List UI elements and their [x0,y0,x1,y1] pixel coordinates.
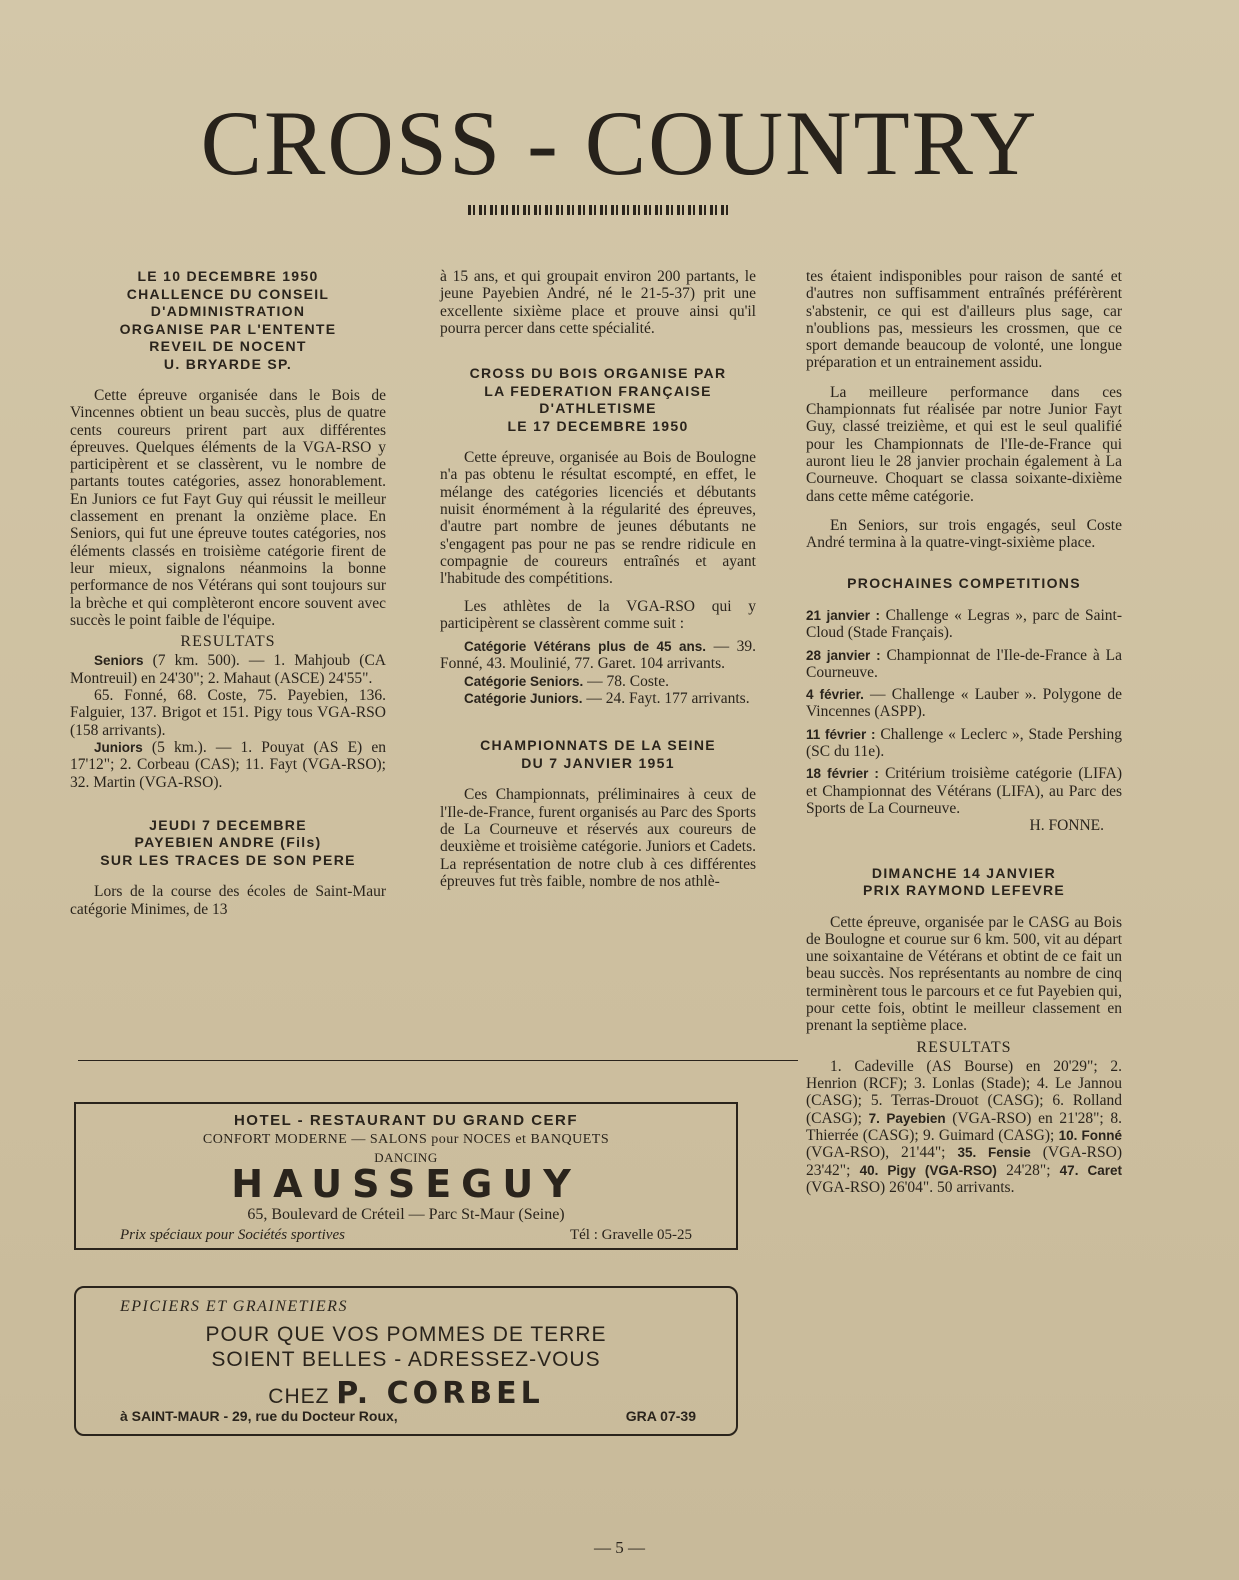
label-juniors: Juniors [94,739,143,755]
text-juniors: — 24. Fayt. 177 arrivants. [582,690,750,708]
ad-corbel-heading: EPICIERS ET GRAINETIERS [120,1298,348,1315]
date-4-fevrier: 4 février. [806,687,864,703]
results-heading: RESULTATS [180,633,276,651]
label-juniors: Catégorie Juniors. [464,691,583,707]
ad-hotel-dancing: DANCING [374,1150,438,1165]
label-seniors: Seniors [94,653,144,669]
decorative-rule [468,205,730,215]
results-heading: RESULTATS [916,1038,1012,1056]
heading-cross-du-bois: CROSS DU BOIS ORGANISE PAR LA FEDERATION FRANÇAISE D'ATHLETISME LE 17 DECEMBRE 1950 [469,365,727,434]
paragraph: Cette épreuve, organisée par le CASG au Bois de Boulogne et courue sur 6 km. 500, vit au départ une soixantaine de Vétérans et obtint de ce fait un beau succès. Nos représentants au nombre de cinq terminèrent tous le parcours et ce fut Payebien qui, pour cette fois, obtint le meilleur classement en prenant la septième place. [806,913,1122,1035]
page-number: — 5 — [594,1538,645,1557]
ad-hotel-name: HAUSSEGUY [231,1162,581,1206]
text-veterans: — 39. Fonné, 43. Moulinié, 77. Garet. 104 arrivants. [440,638,757,673]
heading-prix-lefevre: DIMANCHE 14 JANVIER PRIX RAYMOND LEFEVRE [862,864,1066,899]
date-28-janvier: 28 janvier : [806,647,881,663]
ad-corbel-name: P. CORBEL [336,1376,544,1411]
paragraph: Cette épreuve organisée dans le Bois de Vincennes obtient un beau succès, plus de quatre cents coureurs prirent part aux différentes épreuves. Quelques éléments de la VGA-RSO y participèrent et se classèrent, vu le nombre de partants toutes catégories, assez honorablement. En Juniors ce fut Fayt Guy qui réussit le meilleur classement en prenant la onzième place. En Seniors, qui fut une épreuve toutes catégories, nos éléments classés en troisième catégorie firent de leur mieux, signalons néanmoins la bonne performance de nos Vétérans qui sont toujours sur la brèche et qui complèteront encore souvent avec succès le point faible de l'équipe. [70,387,386,629]
paragraph: Ces Championnats, préliminaires à ceux de l'Ile-de-France, furent organisés au Parc des Sports de La Courneuve et réservés aux coureurs de deuxième et troisième catégorie. Juniors et Cadets. La représentation de notre club à ces différentes épreuves fut très faible, nombre de nos athlè- [440,786,756,890]
text-seniors-2: 65. Fonné, 68. Coste, 75. Payebien, 136. Falguier, 137. Brigot et 151. Pigy tous VGA-RSO (158 arrivants). [70,687,386,739]
advertisement-hotel [74,1102,738,1250]
event-lauber: — Challenge « Lauber ». Polygone de Vincennes (ASPP). [806,686,1122,721]
date-11-fevrier: 11 février : [806,726,876,742]
ad-hotel-tagline: CONFORT MODERNE — SALONS pour NOCES et BANQUETS [202,1132,610,1147]
ad-corbel-chez: CHEZ [268,1385,337,1408]
column-1 [70,268,386,918]
paragraph: La meilleure performance dans ces Championnats fut réalisée par notre Junior Fayt Guy, classé treizième, et qui est le seul qualifié pour les Championnats de l'Ile-de-France qui auront lieu le 28 janvier prochain également à La Courneuve. Choquart se classa soixante-dixième dans cette même catégorie. [806,383,1122,505]
ad-corbel-line-2: SOIENT BELLES - ADRESSEZ-VOUS [211,1348,601,1371]
text-juniors: (5 km.). — 1. Pouyat (AS E) en 17'12"; 2. Corbeau (CAS); 11. Fayt (VGA-RSO); 32. Martin (VGA-RSO). [70,738,386,791]
paragraph: Cette épreuve, organisée au Bois de Boulogne n'a pas obtenu le résultat escompté, en effet, le mélange des catégories licenciés et débutants nuisit énormément à la régularité des épreuves, d'autre part nombre de jeunes débutants ne s'engagent pas pour ne pas se rendre ridicule en compagnie de coureurs entraînés et ayant l'habitude des compétitions. [440,449,756,588]
ad-corbel-phone: GRA 07-39 [625,1408,696,1424]
text-seniors: (7 km. 500). — 1. Mahjoub (CA Montreuil) en 24'30"; 2. Mahaut (ASCE) 24'55". [70,652,386,687]
results-list: 1. Cadeville (AS Bourse) en 20'29"; 2. Henrion (RCF); 3. Lonlas (Stade); 4. Le Jannou (CASG); 5. Terras-Drouot (CASG); 6. Rolland (CASG); 7. Payebien (VGA-RSO) en 21'28"; 8. Thierrée (CASG); 9. Guimard (CASG); 10. Fonné (VGA-RSO), 21'44"; 35. Fensie (VGA-RSO) 23'42"; 40. Pigy (VGA-RSO) 24'28"; 47. Caret (VGA-RSO) 26'04". 50 arrivants. [806,1057,1122,1196]
paragraph: Les athlètes de la VGA-RSO qui y participèrent se classèrent comme suit : [440,597,756,632]
label-veterans: Catégorie Vétérans plus de 45 ans. [464,639,707,655]
ad-hotel-address: 65, Boulevard de Créteil — Parc St-Maur (Seine) [247,1206,565,1223]
ad-corbel-address: à SAINT-MAUR - 29, rue du Docteur Roux, [120,1408,398,1424]
date-18-fevrier: 18 février : [806,766,879,782]
column-2 [440,268,756,890]
ad-hotel-prices: Prix spéciaux pour Sociétés sportives [120,1227,345,1243]
ad-hotel-heading: HOTEL - RESTAURANT DU GRAND CERF [233,1112,579,1129]
paragraph: En Seniors, sur trois engagés, seul Coste André termina à la quatre-vingt-sixième place. [806,516,1122,552]
heading-challenge-conseil: LE 10 DECEMBRE 1950 CHALLENCE DU CONSEIL D'ADMINISTRATION ORGANISE PAR L'ENTENTE REVEIL DE NOCENT U. BRYARDE SP. [119,268,337,372]
label-seniors: Catégorie Seniors. [464,673,584,689]
event-ile-de-france: Championnat de l'Ile-de-France à La Courneuve. [806,646,1122,681]
event-criterium: Critérium troisième catégorie (LIFA) et Championnat des Vétérans (LIFA), au Parc des Sports de La Courneuve. [806,765,1122,817]
paragraph: tes étaient indisponibles pour raison de santé et d'autres non suffisamment entraînés préférèrent s'abstenir, ce qui est d'ailleurs plus sage, car n'oublions pas, messieurs les crossmen, que ce sport demande beaucoup de volonté, une longue préparation et un entrainement assidu. [806,268,1122,372]
event-leclerc: Challenge « Leclerc », Stade Pershing (SC du 11e). [806,725,1123,761]
paragraph: Lors de la course des écoles de Saint-Maur catégorie Minimes, de 13 [70,883,386,918]
horizontal-rule [78,1060,798,1061]
ad-hotel-phone: Tél : Gravelle 05-25 [569,1227,692,1243]
ad-corbel-line-1: POUR QUE VOS POMMES DE TERRE [205,1323,607,1346]
heading-payebien: JEUDI 7 DECEMBRE PAYEBIEN ANDRE (Fils) SUR LES TRACES DE SON PERE [100,816,356,868]
page-title: CROSS - COUNTRY [200,92,1039,194]
text-seniors: — 78. Coste. [583,672,669,690]
author-signature: H. FONNE. [1029,817,1104,835]
event-legras: Challenge « Legras », parc de Saint-Cloud (Stade Français). [806,606,1122,642]
heading-prochaines-competitions: PROCHAINES COMPETITIONS [847,575,1081,592]
paragraph: à 15 ans, et qui groupait environ 200 partants, le jeune Payebien André, né le 21-5-37) prit une excellente sixième place et prouve ainsi qu'il pourra percer dans cette spécialité. [440,268,756,337]
advertisement-corbel [74,1286,738,1436]
column-3 [806,268,1122,1196]
heading-championnats-seine: CHAMPIONNATS DE LA SEINE DU 7 JANVIER 1951 [480,737,716,771]
date-21-janvier: 21 janvier : [806,607,881,623]
